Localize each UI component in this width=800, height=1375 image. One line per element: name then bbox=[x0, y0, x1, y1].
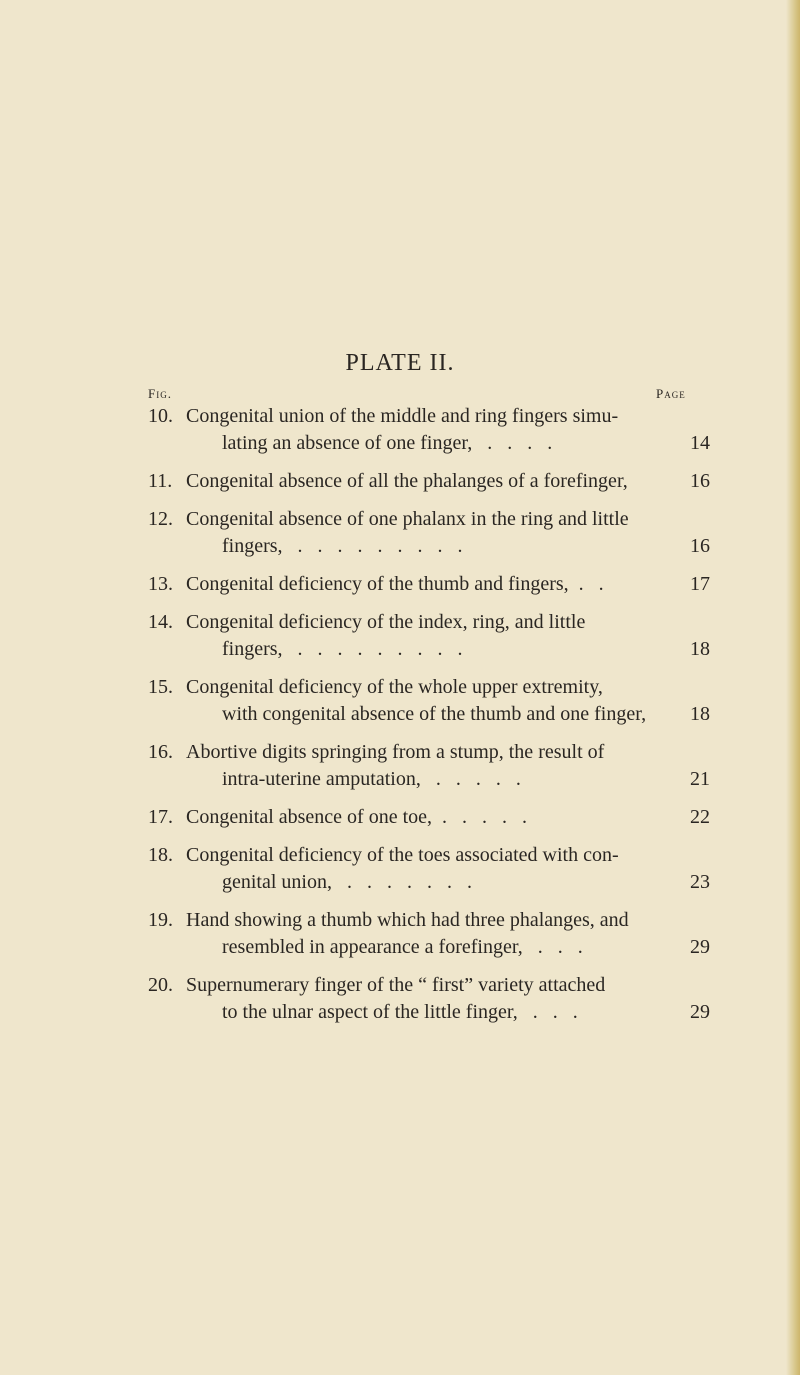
figure-number: 16. bbox=[148, 741, 173, 763]
entry-line: intra-uterine amputation, . . . . . 21 bbox=[148, 766, 710, 793]
page-number: 17 bbox=[690, 573, 710, 595]
figure-entry bbox=[148, 403, 710, 457]
page-number: 29 bbox=[690, 936, 710, 958]
page-number: 22 bbox=[690, 806, 710, 828]
page-number: 18 bbox=[690, 638, 710, 660]
figure-entry bbox=[148, 804, 710, 831]
entry-line: genital union, . . . . . . . 23 bbox=[148, 869, 710, 896]
figure-number: 19. bbox=[148, 909, 173, 931]
figure-entry bbox=[148, 571, 710, 598]
entry-line: Congenital deficiency of the index, ring, and little bbox=[186, 611, 586, 633]
figure-entry bbox=[148, 468, 710, 495]
page-number: 18 bbox=[690, 703, 710, 725]
figure-number: 15. bbox=[148, 676, 173, 698]
entry-line: Congenital absence of all the phalanges of a forefinger, 16 bbox=[148, 468, 710, 495]
figure-list bbox=[148, 403, 710, 1037]
entry-line: Congenital absence of one phalanx in the ring and little bbox=[186, 508, 629, 530]
page-number: 23 bbox=[690, 871, 710, 893]
entry-line: Congenital deficiency of the thumb and fingers, . . 17 bbox=[148, 571, 710, 598]
page-column-header: Page bbox=[656, 386, 686, 401]
figure-entry bbox=[148, 739, 710, 793]
plate-title: PLATE II. bbox=[345, 350, 455, 376]
figure-number: 20. bbox=[148, 974, 173, 996]
entry-line: Congenital deficiency of the whole upper extremity, bbox=[186, 676, 603, 698]
page-number: 29 bbox=[690, 1001, 710, 1023]
entry-line: to the ulnar aspect of the little finger, . . . 29 bbox=[148, 999, 710, 1026]
entry-line: Congenital deficiency of the toes associated with con- bbox=[186, 844, 619, 866]
entry-line: Hand showing a thumb which had three phalanges, and bbox=[186, 909, 629, 931]
page-number: 21 bbox=[690, 768, 710, 790]
page-number: 16 bbox=[690, 470, 710, 492]
entry-line: resembled in appearance a forefinger, . . . 29 bbox=[148, 934, 710, 961]
figure-entry bbox=[148, 972, 710, 1026]
entry-line: with congenital absence of the thumb and one finger, 18 bbox=[148, 701, 710, 728]
entry-line: Congenital union of the middle and ring fingers simu- bbox=[186, 405, 619, 427]
figure-entry bbox=[148, 506, 710, 560]
entry-line: lating an absence of one finger, . . . . 14 bbox=[148, 430, 710, 457]
page-edge bbox=[786, 0, 800, 1375]
fig-column-header: Fig. bbox=[148, 386, 172, 401]
figure-entry bbox=[148, 907, 710, 961]
figure-number: 11. bbox=[148, 470, 173, 492]
entry-line: Abortive digits springing from a stump, the result of bbox=[186, 741, 605, 763]
figure-number: 13. bbox=[148, 573, 173, 595]
figure-number: 17. bbox=[148, 806, 173, 828]
figure-number: 10. bbox=[148, 405, 173, 427]
figure-number: 18. bbox=[148, 844, 173, 866]
figure-entry bbox=[148, 674, 710, 728]
figure-number: 12. bbox=[148, 508, 173, 530]
page-number: 14 bbox=[690, 432, 710, 454]
entry-line: fingers, . . . . . . . . . 16 bbox=[148, 533, 710, 560]
entry-line: Congenital absence of one toe, . . . . . 22 bbox=[148, 804, 710, 831]
figure-number: 14. bbox=[148, 611, 173, 633]
page-number: 16 bbox=[690, 535, 710, 557]
entry-line: fingers, . . . . . . . . . 18 bbox=[148, 636, 710, 663]
figure-entry bbox=[148, 842, 710, 896]
figure-entry bbox=[148, 609, 710, 663]
entry-line: Supernumerary finger of the “ first” variety attached bbox=[186, 974, 606, 996]
